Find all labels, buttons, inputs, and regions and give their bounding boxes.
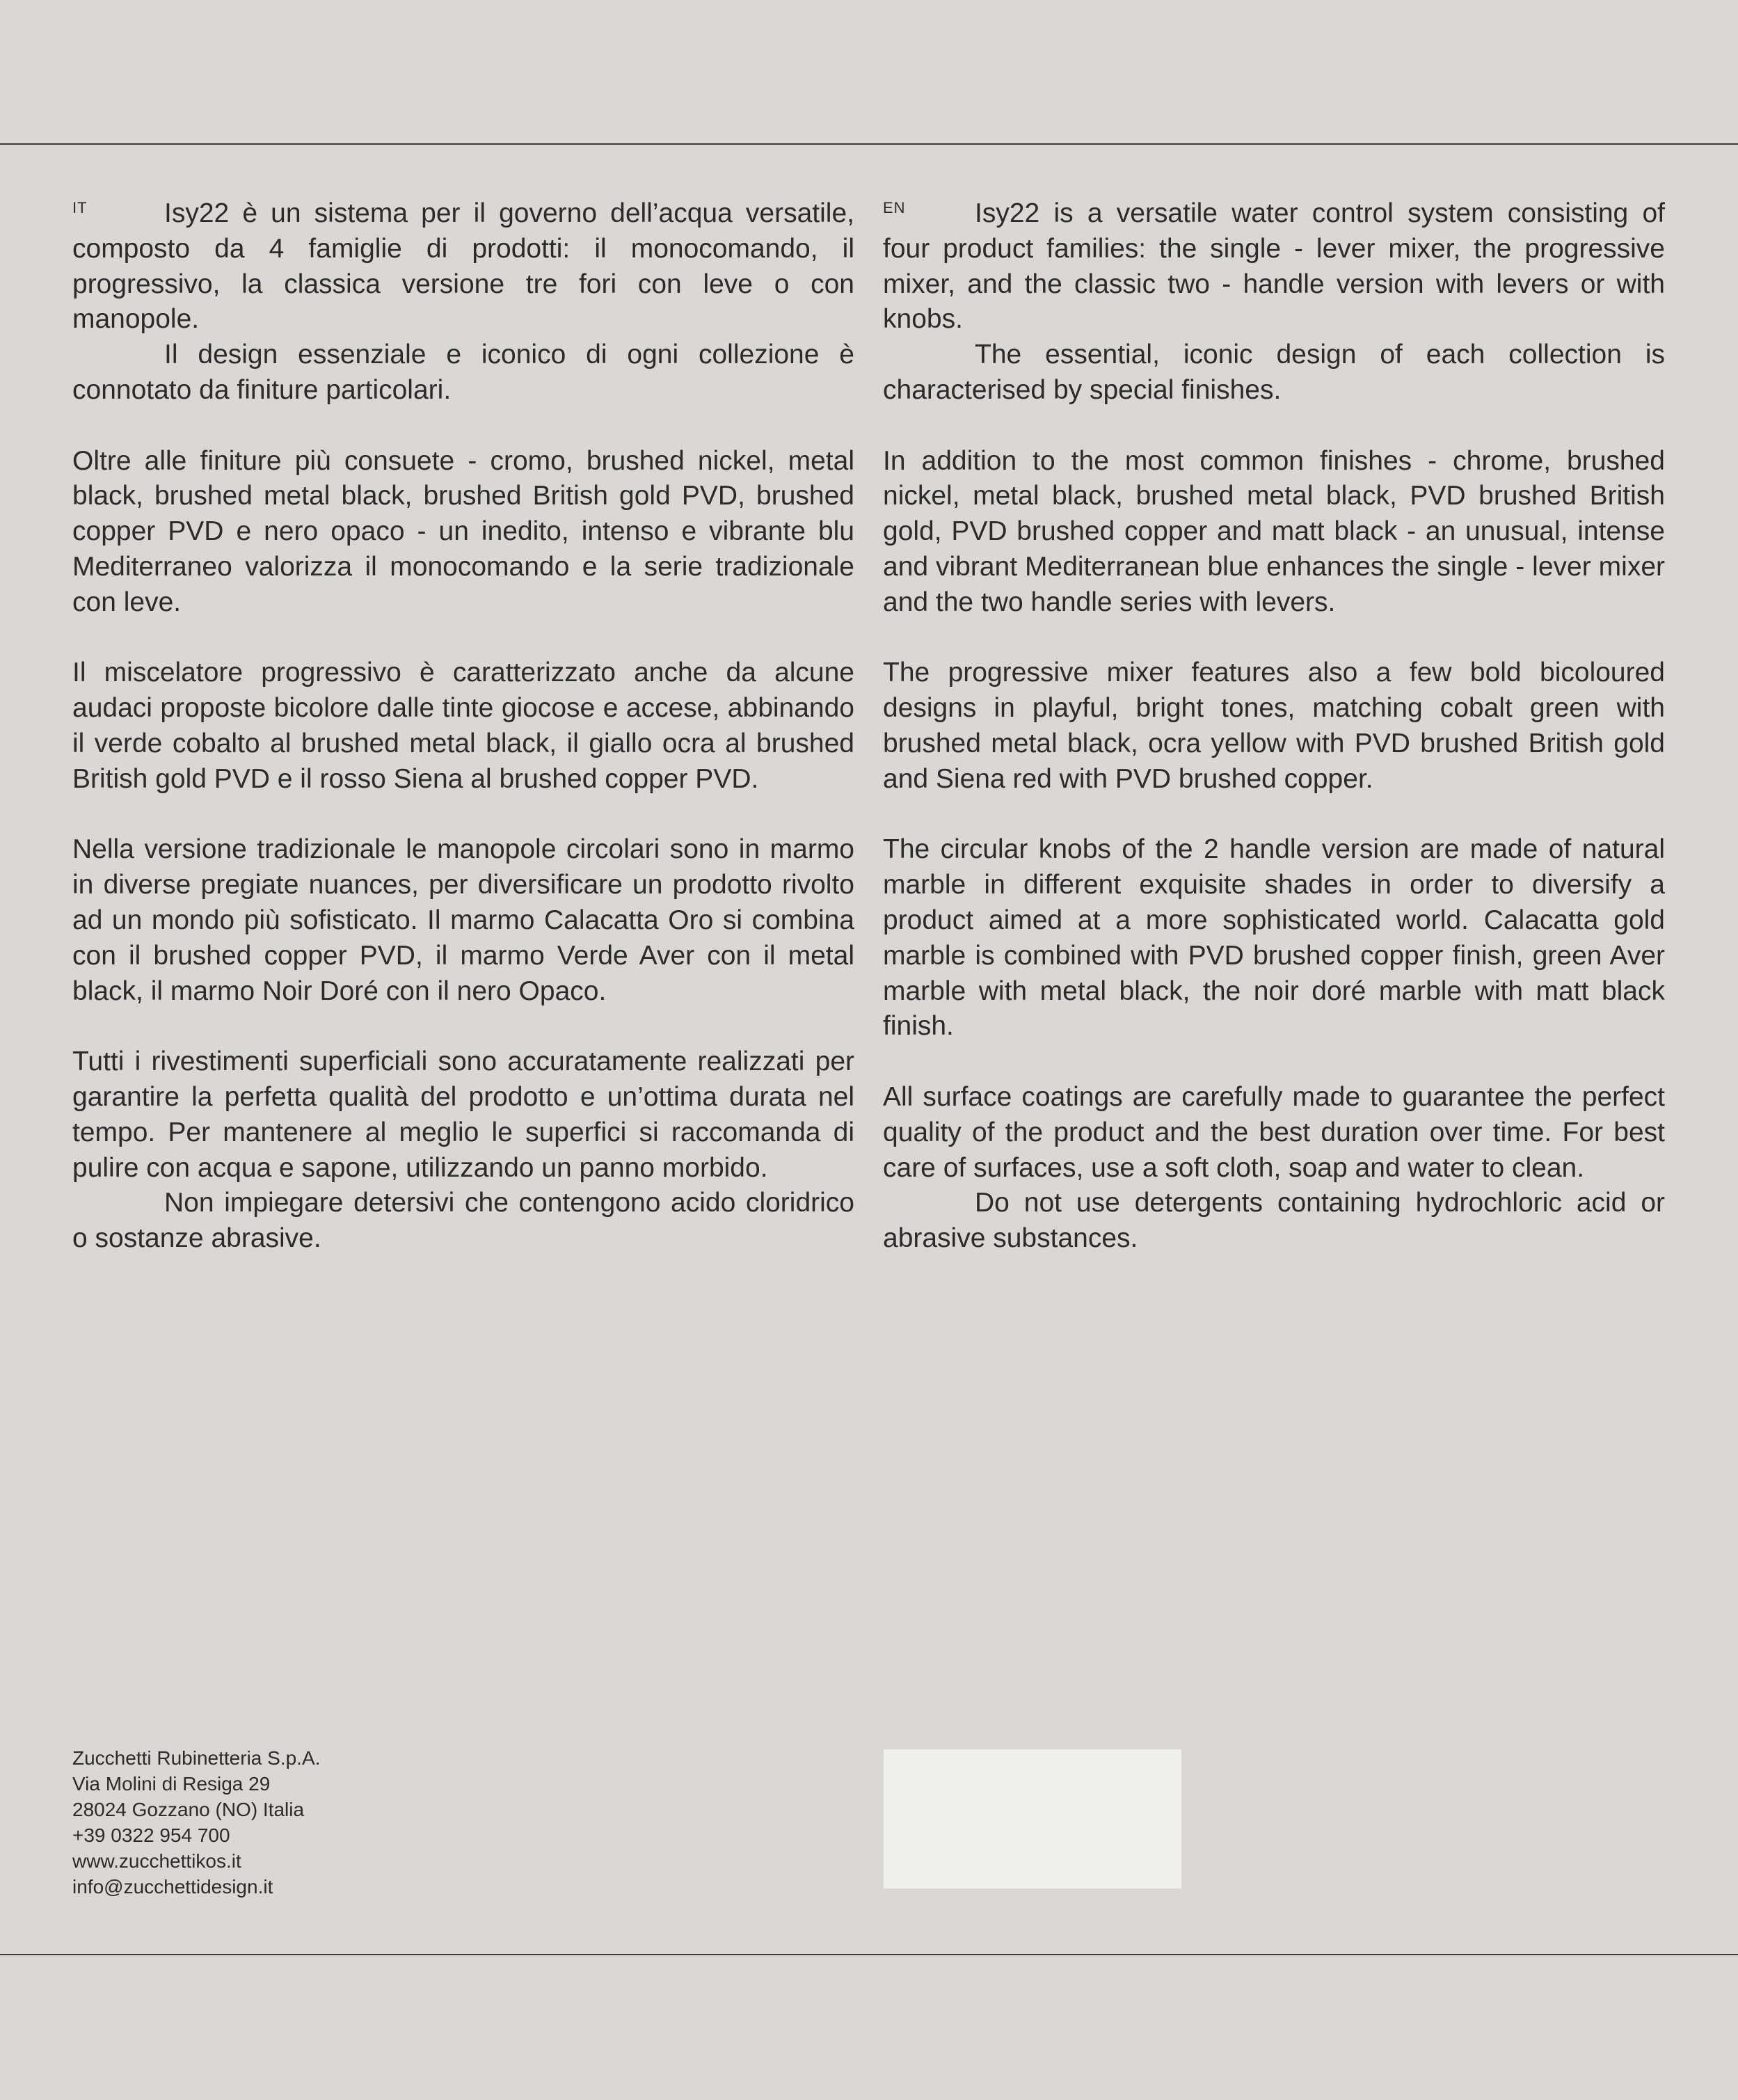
english-warning-text: Do not use detergents containing hydrochloric acid or abrasive substances. xyxy=(883,1188,1665,1254)
company-website-link[interactable]: www.zucchettikos.it xyxy=(72,1850,241,1872)
company-address xyxy=(72,1745,320,1900)
italian-warning-text: Non impiegare detersivi che contengono acido cloridrico o sostanze abrasive. xyxy=(72,1188,854,1254)
top-rule xyxy=(0,143,1738,145)
english-language-label: EN xyxy=(883,199,906,216)
english-design-text: The essential, iconic design of each collection is characterised by special finishes. xyxy=(883,340,1665,405)
italian-paragraph-3: Il miscelatore progressivo è caratterizzato anche da alcune audaci proposte bicolore dalle tinte giocose e accese, abbinando il verde cobalto al brushed metal black, il giallo ocra al brushed British gold PVD e il rosso Siena al brushed copper PVD. xyxy=(72,658,854,794)
english-care-text: All surface coatings are carefully made to guarantee the perfect quality of the product and the best duration over time. For best care of surfaces, use a soft cloth, soap and water to clean. xyxy=(883,1081,1665,1183)
italian-paragraph-5 xyxy=(72,1044,854,1257)
company-name: Zucchetti Rubinetteria S.p.A. xyxy=(72,1747,321,1769)
english-paragraph-1 xyxy=(883,196,1665,408)
english-paragraph-5 xyxy=(883,1080,1665,1257)
english-paragraph-4: The circular knobs of the 2 handle version are made of natural marble in different exquisite shades in order to diversify a product aimed at a more sophisticated world. Calacatta gold marble is combined with PVD brushed copper finish, green Aver marble with metal black, the noir doré marble with matt black finish. xyxy=(883,834,1665,1042)
italian-intro-text: Isy22 è un sistema per il governo dell’acqua versatile, composto da 4 famiglie di prodotti: il monocomando, il progressivo, la classica versione tre fori con leve o con manopole. xyxy=(72,198,854,335)
bottom-rule xyxy=(0,1954,1738,1955)
english-column xyxy=(883,196,1665,1257)
company-email-link[interactable]: info@zucchettidesign.it xyxy=(72,1876,273,1898)
italian-paragraph-4: Nella versione tradizionale le manopole circolari sono in marmo in diverse pregiate nuances, per diversificare un prodotto rivolto ad un mondo più sofisticato. Il marmo Calacatta Oro si combina con il brushed copper PVD, il marmo Verde Aver con il metal black, il marmo Noir Doré con il nero Opaco. xyxy=(72,834,854,1006)
company-phone: +39 0322 954 700 xyxy=(72,1824,230,1846)
english-paragraph-2: In addition to the most common finishes - chrome, brushed nickel, metal black, brushed metal black, PVD brushed British gold, PVD brushed copper and matt black - an unusual, intense and vibrant Mediterranean blue enhances the single - lever mixer and the two handle series with levers. xyxy=(883,445,1665,617)
italian-language-label: IT xyxy=(72,199,88,216)
italian-column xyxy=(72,196,854,1257)
company-street: Via Molini di Resiga 29 xyxy=(72,1773,271,1795)
english-paragraph-3: The progressive mixer features also a few bold bicoloured designs in playful, bright tones, matching cobalt green with brushed metal black, ocra yellow with PVD brushed British gold and Siena red with PVD brushed copper. xyxy=(883,658,1665,794)
italian-paragraph-2: Oltre alle finiture più consuete - cromo, brushed nickel, metal black, brushed metal black, brushed British gold PVD, brushed copper PVD e nero opaco - un inedito, intenso e vibrante blu Mediterraneo valorizza il monocomando e la serie tradizionale con leve. xyxy=(72,445,854,617)
company-city: 28024 Gozzano (NO) Italia xyxy=(72,1799,305,1820)
italian-design-text: Il design essenziale e iconico di ogni collezione è connotato da finiture particolari. xyxy=(72,340,854,405)
italian-paragraph-1 xyxy=(72,196,854,408)
blank-label-box xyxy=(884,1749,1181,1888)
italian-care-text: Tutti i rivestimenti superficiali sono accuratamente realizzati per garantire la perfetta qualità del prodotto e un’ottima durata nel tempo. Per mantenere al meglio le superfici si raccomanda di pulire con acqua e sapone, utilizzando un panno morbido. xyxy=(72,1047,854,1183)
english-intro-text: Isy22 is a versatile water control system consisting of four product families: the single - lever mixer, the progressive mixer, and the classic two - handle version with levers or with knobs. xyxy=(883,198,1665,335)
